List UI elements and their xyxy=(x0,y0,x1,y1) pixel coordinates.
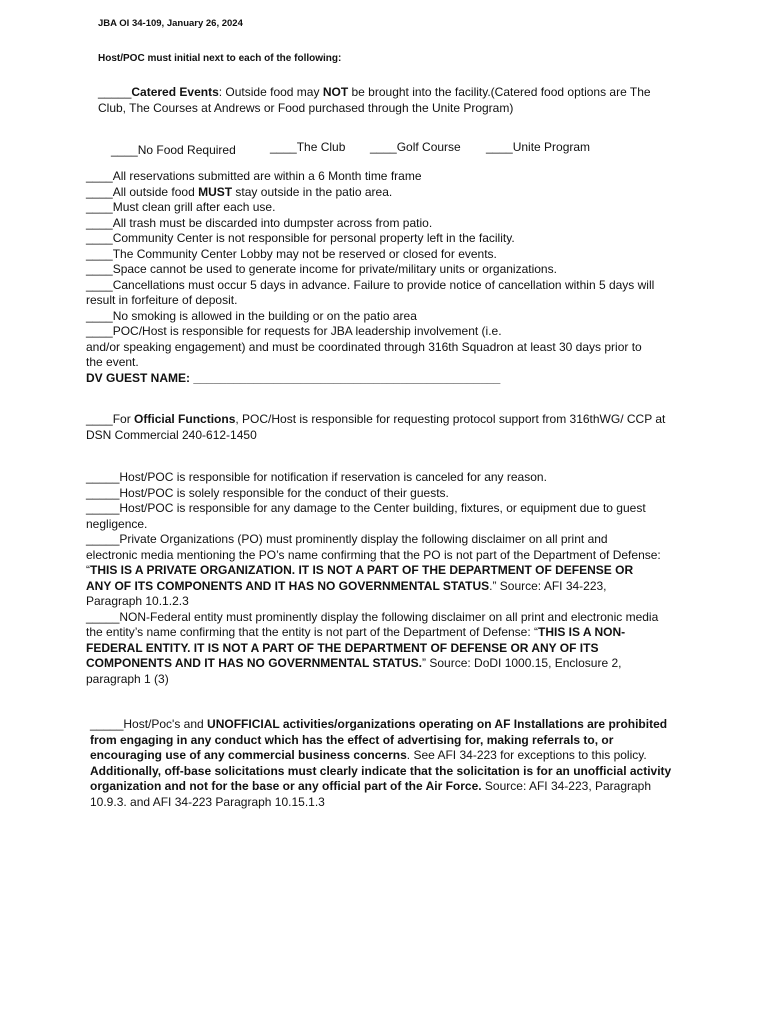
private-org-paragraph xyxy=(86,532,661,610)
rule-text: stay outside in the patio area. xyxy=(232,184,393,199)
unofficial-activities-paragraph xyxy=(90,717,680,810)
unofficial-source: Source: AFI 34-223, Paragraph 10.9.3. and AFI 34-223 Paragraph 10.15.1.3 xyxy=(90,779,652,809)
must-emphasis: MUST xyxy=(198,184,233,199)
catered-text-cont: be brought into the facility.(Catered food options are The Club, The Courses at Andrews or Food purchased through the Unite Program) xyxy=(98,85,651,115)
nf-source: ” Source: DoDI 1000.15, Enclosure 2, paragraph 1 (3) xyxy=(86,656,622,686)
rule-text: ____All outside food xyxy=(86,184,199,199)
option-no-food[interactable]: ____No Food Required xyxy=(111,143,236,157)
rule-item: ____All trash must be discarded into dumpster across from patio. xyxy=(86,215,433,230)
catered-events-paragraph xyxy=(98,85,668,116)
dv-guest-name-field[interactable]: DV GUEST NAME: ______________________________________________ xyxy=(86,370,501,385)
rule-item: ____All reservations submitted are within a 6 Month time frame xyxy=(86,169,422,183)
option-the-club[interactable]: ____The Club xyxy=(270,140,346,154)
rule-item: ____Space cannot be used to generate income for private/military units or organizations. xyxy=(86,262,557,276)
rule-item: ____No smoking is allowed in the building or on the patio area xyxy=(86,308,417,323)
unofficial-text: . See AFI 34-223 for exceptions to this policy. xyxy=(406,748,647,762)
host-responsibilities xyxy=(86,470,661,687)
document-header: JBA OI 34-109, January 26, 2024 xyxy=(98,18,243,29)
host-item: _____Host/POC is responsible for notification if reservation is canceled for any reason. xyxy=(86,470,547,484)
po-disclaimer: THIS IS A PRIVATE ORGANIZATION. IT IS NOT A PART OF THE DEPARTMENT OF DEFENSE OR ANY OF ITS COMPONENTS AND IT HAS NO GOVERNMENTAL STATUS xyxy=(86,563,634,593)
po-text: _____Private Organizations (PO) must prominently display the following disclaimer on all print and electronic media mentioning the PO’s name confirming that the PO is not part of the Department of Defense: “ xyxy=(86,532,661,577)
option-unite-program[interactable]: ____Unite Program xyxy=(486,140,591,154)
rule-item: ____Must clean grill after each use. xyxy=(86,200,276,214)
rule-item: ____POC/Host is responsible for requests for JBA leadership involvement (i.e. xyxy=(86,324,502,338)
unofficial-bold-2: Additionally, off-base solicitations must clearly indicate that the solicitation is for an unofficial activity organization and not for the base or any official part of the Air Force. xyxy=(90,763,672,793)
not-emphasis: NOT xyxy=(322,85,349,99)
initial-blank[interactable]: ____For xyxy=(86,412,135,426)
rule-item xyxy=(86,185,676,201)
option-golf-course[interactable]: ____Golf Course xyxy=(370,140,461,154)
official-functions-label: Official Functions xyxy=(134,412,236,426)
official-functions-paragraph xyxy=(86,412,666,443)
non-federal-paragraph-cont xyxy=(86,625,661,687)
nf-disclaimer: THIS IS A NON-FEDERAL ENTITY. IT IS NOT A PART OF THE DEPARTMENT OF DEFENSE OR ANY OF ITS COMPONENTS AND IT HAS NO GOVERNMENTAL STATUS. xyxy=(86,625,626,670)
catered-events-label: Catered Events xyxy=(131,85,219,99)
rule-item-cont: and/or speaking engagement) and must be coordinated through 316th Squadron at least 30 days prior to the event. xyxy=(86,339,642,369)
host-item: _____Host/POC is responsible for any damage to the Center building, fixtures, or equipment due to guest negligence. xyxy=(86,501,646,531)
nf-text: the entity’s name confirming that the entity is not part of the Department of Defense: “ xyxy=(86,625,539,639)
rule-item: ____Community Center is not responsible for personal property left in the facility. xyxy=(86,231,515,245)
official-text: , POC/Host is responsible for requesting protocol support from 316thWG/ CCP at DSN Commercial 240-612-1450 xyxy=(86,412,666,442)
host-item: _____Host/POC is solely responsible for the conduct of their guests. xyxy=(86,485,449,500)
rule-item: ____Cancellations must occur 5 days in advance. Failure to provide notice of cancellation within 5 days will result in forfeiture of deposit. xyxy=(86,277,655,307)
catered-text: : Outside food may xyxy=(218,85,323,99)
po-source: .” Source: AFI 34-223, Paragraph 10.1.2.3 xyxy=(86,578,607,608)
unofficial-bold: UNOFFICIAL activities/organizations operating on AF Installations are prohibited from engaging in any conduct which has the effect of advertising for, making referrals to, or encouraging use of any commercial business concerns xyxy=(90,717,668,762)
rule-item: ____The Community Center Lobby may not be reserved or closed for events. xyxy=(86,246,497,261)
non-federal-paragraph: _____NON-Federal entity must prominently display the following disclaimer on all print and electronic media xyxy=(86,609,659,624)
initial-blank[interactable]: _____ xyxy=(98,85,132,99)
instruction-text: Host/POC must initial next to each of the following: xyxy=(98,53,342,64)
initial-blank[interactable]: _____Host/Poc's and xyxy=(90,717,208,731)
rules-list xyxy=(86,169,676,386)
